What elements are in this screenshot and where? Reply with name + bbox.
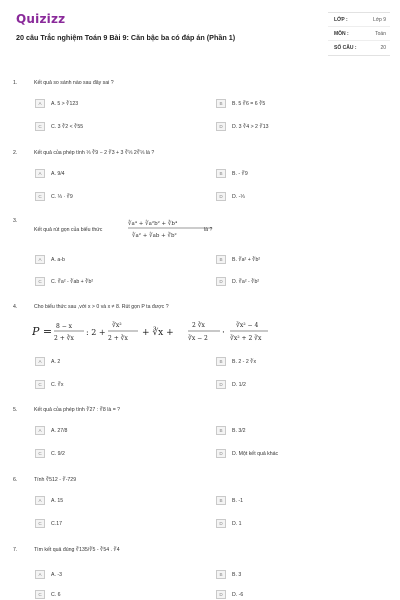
option-b[interactable] xyxy=(216,99,265,108)
svg-text:2 ∛x: 2 ∛x xyxy=(192,322,205,329)
option-letter: C xyxy=(35,449,45,458)
option-letter: A xyxy=(35,496,45,505)
option-text: B. - ∛9 xyxy=(232,170,248,177)
option-d[interactable] xyxy=(216,519,242,528)
question-number: 3. xyxy=(13,218,18,224)
option-d[interactable] xyxy=(216,590,243,599)
option-text: A. a-b xyxy=(51,256,65,263)
option-b[interactable] xyxy=(216,570,241,579)
svg-text:8 − x: 8 − x xyxy=(56,323,73,330)
option-letter: A xyxy=(35,169,45,178)
meta-table xyxy=(328,12,390,56)
question-number: 7. xyxy=(13,547,18,553)
option-letter: C xyxy=(35,380,45,389)
option-a[interactable] xyxy=(35,496,63,505)
q3-expression xyxy=(126,216,216,242)
option-a[interactable] xyxy=(35,255,65,264)
option-c[interactable] xyxy=(35,192,73,201)
option-letter: B xyxy=(216,255,226,264)
question-number: 2. xyxy=(13,150,18,156)
option-text: B. 2 - 2 ∛x xyxy=(232,358,257,365)
svg-text:+ ∛x +: + ∛x + xyxy=(142,328,174,338)
option-text: C.17 xyxy=(51,520,62,527)
option-c[interactable] xyxy=(35,519,62,528)
option-text: C. 6 xyxy=(51,591,61,598)
option-text: B. ∛a² + ∛b² xyxy=(232,256,261,263)
option-letter: D xyxy=(216,277,226,286)
option-text: A. 9/4 xyxy=(51,170,65,177)
option-letter: B xyxy=(216,357,226,366)
question-number: 5. xyxy=(13,407,18,413)
question-text: Kết quả của phép tính ∛27 : ∛8 là = ? xyxy=(34,407,121,413)
formula-label: P = xyxy=(32,325,53,338)
svg-text:∛x²: ∛x² xyxy=(112,322,122,329)
option-c[interactable] xyxy=(35,449,65,458)
option-letter: C xyxy=(35,519,45,528)
svg-text:2 + ∛x: 2 + ∛x xyxy=(54,335,74,342)
option-text: A. 27/8 xyxy=(51,427,68,434)
option-text: A. 5 > ∛123 xyxy=(51,100,79,107)
option-a[interactable] xyxy=(35,570,62,579)
option-letter: A xyxy=(35,426,45,435)
formula-p xyxy=(32,316,372,348)
option-letter: B xyxy=(216,570,226,579)
option-d[interactable] xyxy=(216,380,246,389)
option-text: C. 3 ∛2 < ∛55 xyxy=(51,123,84,130)
option-letter: B xyxy=(216,99,226,108)
question-number: 6. xyxy=(13,477,18,483)
option-b[interactable] xyxy=(216,357,256,366)
option-b[interactable] xyxy=(216,426,246,435)
option-letter: D xyxy=(216,590,226,599)
meta-label: MÔN : xyxy=(334,31,349,37)
option-text: D. 3 ∛4 > 2 ∛13 xyxy=(232,123,269,130)
option-text: A. -3 xyxy=(51,571,62,578)
option-a[interactable] xyxy=(35,357,60,366)
meta-label: LỚP : xyxy=(334,17,348,23)
option-letter: C xyxy=(35,192,45,201)
option-letter: D xyxy=(216,519,226,528)
option-letter: A xyxy=(35,570,45,579)
option-letter: B xyxy=(216,426,226,435)
question-number: 1. xyxy=(13,80,18,86)
option-b[interactable] xyxy=(216,496,243,505)
option-letter: A xyxy=(35,357,45,366)
svg-text:·: · xyxy=(222,328,225,338)
option-text: A. 15 xyxy=(51,497,64,504)
option-c[interactable] xyxy=(35,122,83,131)
document-title: 20 câu Trắc nghiệm Toán 9 Bài 9: Căn bậc ba có đáp án (Phần 1) xyxy=(16,33,236,42)
option-b[interactable] xyxy=(216,169,248,178)
question-text: Tính ∛512 - ∛-729 xyxy=(34,477,77,483)
option-c[interactable] xyxy=(35,590,61,599)
option-text: B. 5 ∛6 = 6 ∛5 xyxy=(232,100,266,107)
question-suffix: là ? xyxy=(204,227,213,233)
option-c[interactable] xyxy=(35,277,93,286)
option-d[interactable] xyxy=(216,449,278,458)
meta-row-class xyxy=(328,13,390,27)
option-a[interactable] xyxy=(35,426,67,435)
option-text: D. -6 xyxy=(232,591,244,598)
meta-value: Toán xyxy=(375,31,386,37)
question-text: Kết quả rút gọn của biểu thức xyxy=(34,227,103,233)
quizizz-logo: Quizizz xyxy=(16,12,66,26)
question-text: Kết quả so sánh nào sau đây sai ? xyxy=(34,80,114,86)
option-a[interactable] xyxy=(35,99,78,108)
svg-text:: 2 +: : 2 + xyxy=(86,328,106,337)
option-text: C. ⅓ · ∛9 xyxy=(51,193,73,200)
option-d[interactable] xyxy=(216,277,259,286)
option-text: C. ∛x xyxy=(51,381,64,388)
option-text: B. -1 xyxy=(232,497,243,504)
svg-text:∛a⁴ + ∛a²b² + ∛b⁴: ∛a⁴ + ∛a²b² + ∛b⁴ xyxy=(128,221,178,227)
option-c[interactable] xyxy=(35,380,64,389)
option-letter: D xyxy=(216,380,226,389)
option-text: D. 1/2 xyxy=(232,381,246,388)
option-letter: B xyxy=(216,496,226,505)
meta-label: SỐ CÂU : xyxy=(334,45,357,51)
option-letter: A xyxy=(35,99,45,108)
option-letter: C xyxy=(35,590,45,599)
option-letter: A xyxy=(35,255,45,264)
question-text: Cho biểu thức sau ,với x > 0 và x ≠ 8. Rút gọn P ta được ? xyxy=(34,304,169,310)
option-letter: D xyxy=(216,192,226,201)
question-text: Kết quả của phép tính ⅓ ∛9 − 2 ∛3 + 3 ∛⅓ 2∛⅓ là ? xyxy=(34,150,155,156)
meta-value: Lớp 9 xyxy=(372,17,386,23)
meta-value: 20 xyxy=(380,45,386,51)
option-letter: B xyxy=(216,169,226,178)
svg-text:∛x² + 2 ∛x: ∛x² + 2 ∛x xyxy=(230,335,262,342)
svg-text:∛a² + ∛ab + ∛b²: ∛a² + ∛ab + ∛b² xyxy=(132,233,177,239)
svg-text:∛x − 2: ∛x − 2 xyxy=(188,335,208,342)
option-a[interactable] xyxy=(35,169,65,178)
option-text: D. -⅓ xyxy=(232,193,245,200)
option-text: D. 1 xyxy=(232,520,242,527)
meta-row-count xyxy=(328,41,390,55)
option-d[interactable] xyxy=(216,122,268,131)
question-number: 4. xyxy=(13,304,18,310)
option-letter: D xyxy=(216,122,226,131)
option-text: A. 2 xyxy=(51,358,61,365)
option-letter: C xyxy=(35,277,45,286)
option-d[interactable] xyxy=(216,192,245,201)
option-text: D. ∛a² - ∛b² xyxy=(232,278,260,285)
option-letter: C xyxy=(35,122,45,131)
question-text: Tìm kết quả đúng ∛135/∛5 - ∛54 . ∛4 xyxy=(34,547,120,553)
option-b[interactable] xyxy=(216,255,260,264)
option-text: C. 9/2 xyxy=(51,450,65,457)
option-text: B. 3/2 xyxy=(232,427,246,434)
option-text: D. Một kết quả khác xyxy=(232,450,279,457)
header xyxy=(0,0,400,62)
option-text: B. 3 xyxy=(232,571,242,578)
meta-row-subject xyxy=(328,27,390,41)
svg-text:∛x² − 4: ∛x² − 4 xyxy=(236,322,259,329)
option-letter: D xyxy=(216,449,226,458)
svg-text:2 + ∛x: 2 + ∛x xyxy=(108,335,128,342)
option-text: C. ∛a² - ∛ab + ∛b² xyxy=(51,278,94,285)
